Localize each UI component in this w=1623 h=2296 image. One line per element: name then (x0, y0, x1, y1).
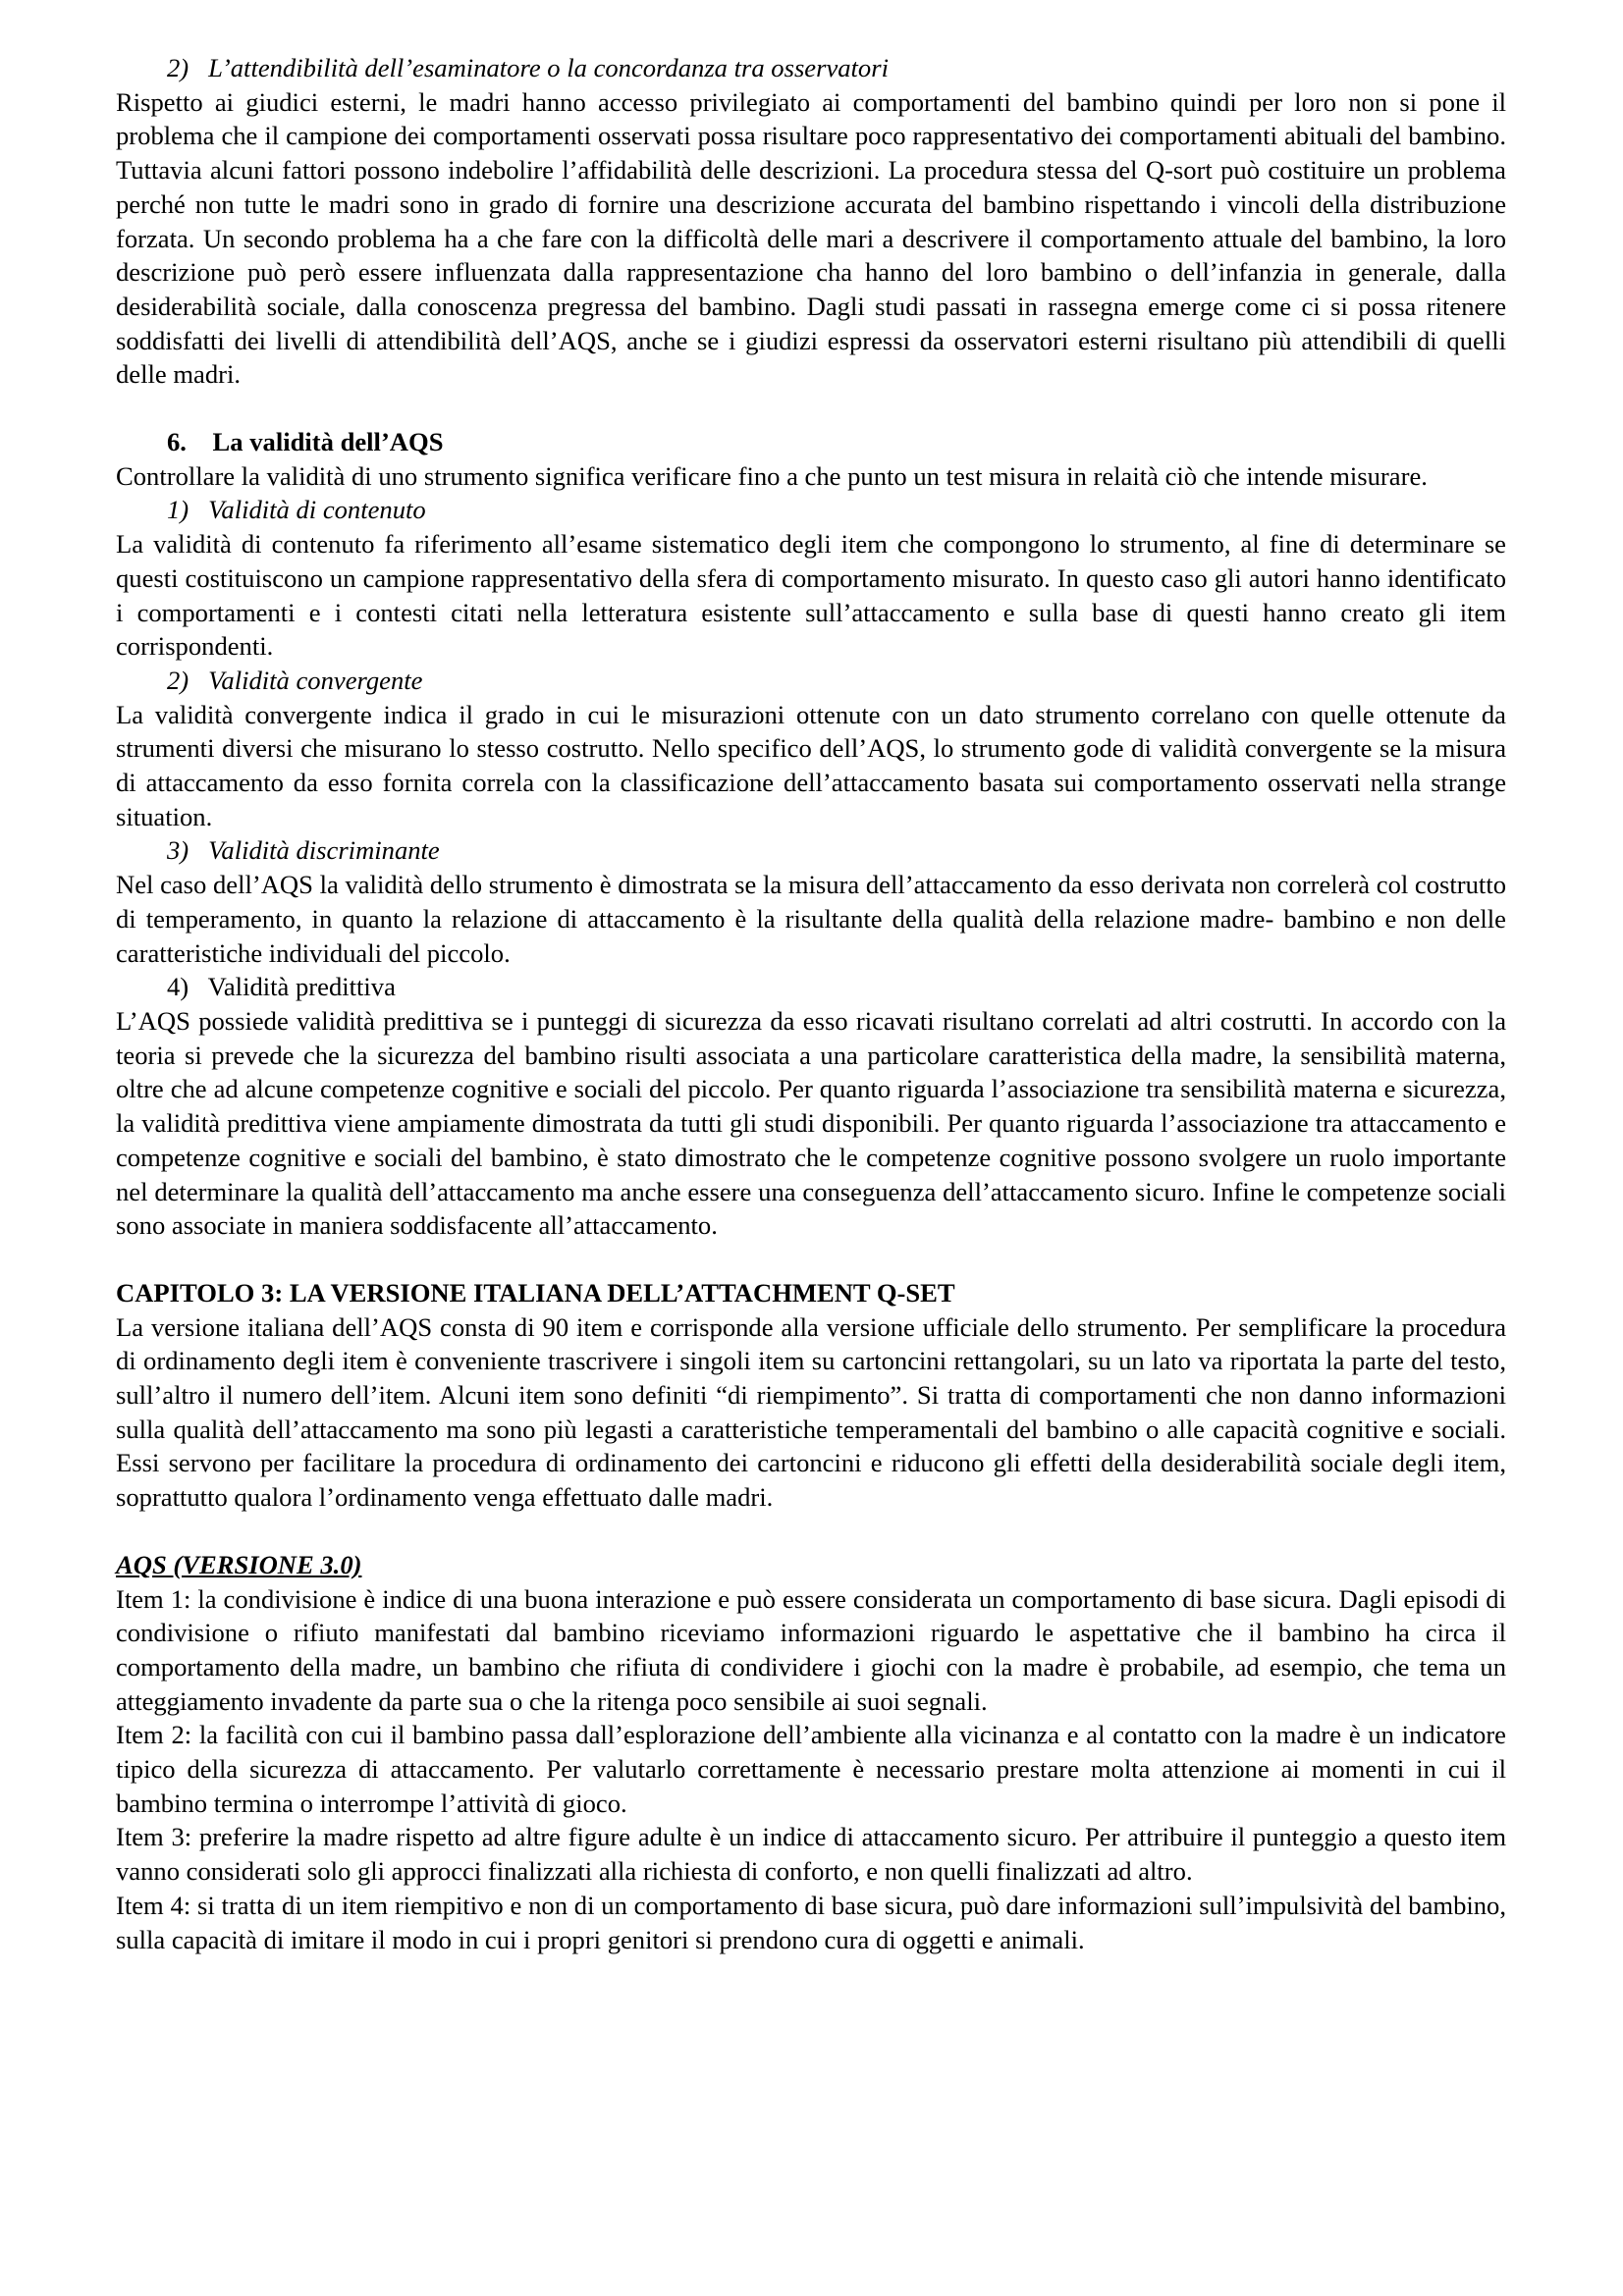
paragraph-attendibilita: Rispetto ai giudici esterni, le madri hanno accesso privilegiato ai comportamenti del bambino quindi per loro non si pone il problema che il campione dei comportamenti osservati possa risultare poco rappresentativo dei comportamenti abituali del bambino. Tuttavia alcuni fattori possono indebolire l’affidabilità delle descrizioni. La procedura stessa del Q-sort può costituire un problema perché non tutte le madri sono in grado di fornire una descrizione accurata del bambino rispettando i vincoli della distribuzione forzata. Un secondo problema ha a che fare con la difficoltà delle mari a descrivere il comportamento attuale del bambino, la loro descrizione può però essere influenzata dalla rappresentazione cha hanno del loro bambino o dell’infanzia in generale, dalla desiderabilità sociale, dalla conoscenza pregressa del bambino. Dagli studi passati in rassegna emerge come ci si possa ritenere soddisfatti dei livelli di attendibilità dell’AQS, anche se i giudizi espressi da osservatori esterni risultano più attendibili di quelli delle madri. (116, 86, 1506, 390)
subsection-heading-discriminante: 3) Validità discriminante (167, 835, 440, 866)
subsection-heading-convergente: 2) Validità convergente (167, 665, 423, 695)
subsection-heading-contenuto: 1) Validità di contenuto (167, 495, 426, 525)
aqs-item-2: Item 2: la facilità con cui il bambino passa dall’esplorazione dell’ambiente alla vicinanza e al contatto con la madre è un indicatore tipico della sicurezza di attaccamento. Per valutarlo correttamente è necessario prestare molta attenzione ai momenti in cui il bambino termina o interrompe l’attività di gioco. (116, 1720, 1506, 1818)
paragraph-contenuto: La validità di contenuto fa riferimento all’esame sistematico degli item che compongono lo strumento, al fine di determinare se questi costituiscono un campione rappresentativo della sfera di comportamento misurato. In questo caso gli autori hanno identificato i comportamenti e i contesti citati nella letteratura esistente sull’attaccamento e sulla base di questi hanno creato gli item corrispondenti. (116, 529, 1506, 662)
page-content (116, 51, 1506, 1956)
chapter-heading: CAPITOLO 3: LA VERSIONE ITALIANA DELL’ATTACHMENT Q-SET (116, 1277, 955, 1308)
subsection-heading-predittiva: 4) Validità predittiva (167, 972, 396, 1002)
aqs-item-1: Item 1: la condivisione è indice di una buona interazione e può essere considerata un comportamento di base sicura. Dagli episodi di condivisione o rifiuto manifestati dal bambino riceviamo informazioni riguardo le aspettative che il bambino ha circa il comportamento della madre, un bambino che rifiuta di condividere i giochi con la madre è probabile, ad esempio, che tema un atteggiamento invadente da parte sua o che la ritenga poco sensibile ai suoi segnali. (116, 1583, 1506, 1716)
paragraph-validita-intro: Controllare la validità di uno strumento significa verificare fino a che punto un test misura in relaità ciò che intende misurare. (116, 460, 1428, 491)
paragraph-discriminante: Nel caso dell’AQS la validità dello strumento è dimostrata se la misura dell’attaccamento da esso derivata non correlerà col costrutto di temperamento, in quanto la relazione di attaccamento è la risultante della qualità della relazione madre- bambino e non delle caratteristiche individuali del piccolo. (116, 870, 1506, 968)
paragraph-predittiva: L’AQS possiede validità predittiva se i punteggi di sicurezza da esso ricavati risultano correlati ad altri costrutti. In accordo con la teoria si prevede che la sicurezza del bambino risulti associata a una particolare caratteristica della madre, la sensibilità materna, oltre che ad alcune competenze cognitive e sociali del piccolo. Per quanto riguarda l’associazione tra sensibilità materna e sicurezza, la validità predittiva viene ampiamente dimostrata da tutti gli studi disponibili. Per quanto riguarda l’associazione tra attaccamento e competenze cognitive e sociali del bambino, è stato dimostrato che le competenze cognitive possono svolgere un ruolo importante nel determinare la qualità dell’attaccamento ma anche essere una conseguenza dell’attaccamento sicuro. Infine le competenze sociali sono associate in maniera soddisfacente all’attaccamento. (116, 1005, 1506, 1241)
paragraph-capitolo3: La versione italiana dell’AQS consta di 90 item e corrisponde alla versione ufficiale dello strumento. Per semplificare la procedura di ordinamento degli item è conveniente trascrivere i singoli item su cartoncini rettangolari, su un lato va riportata la parte del testo, sull’altro il numero dell’item. Alcuni item sono definiti “di riempimento”. Si tratta di comportamenti che non danno informazioni sulla qualità dell’attaccamento ma sono più legasti a caratteristiche temperamentali del bambino o alle capacità cognitive e sociali. Essi servono per facilitare la procedura di ordinamento dei cartoncini e riducono gli effetti della desiderabilità sociale degli item, soprattutto qualora l’ordinamento venga effettuato dalle madri. (116, 1311, 1506, 1513)
aqs-heading: AQS (VERSIONE 3.0) (116, 1549, 362, 1579)
subsection-heading-attendibilita: 2) L’attendibilità dell’esaminatore o la concordanza tra osservatori (167, 53, 889, 82)
section-heading-validita: 6. La validità dell’AQS (167, 427, 444, 457)
paragraph-convergente: La validità convergente indica il grado in cui le misurazioni ottenute con un dato strumento correlano con quelle ottenute da strumenti diversi che misurano lo stesso costrutto. Nello specifico dell’AQS, lo strumento gode di validità convergente se la misura di attaccamento da esso fornita correla con la classificazione dell’attaccamento basata sui comportamento osservati nella strange situation. (116, 699, 1506, 831)
aqs-item-3: Item 3: preferire la madre rispetto ad altre figure adulte è un indice di attaccamento sicuro. Per attribuire il punteggio a questo item vanno considerati solo gli approcci finalizzati alla richiesta di conforto, e non quelli finalizzati ad altro. (116, 1822, 1506, 1887)
aqs-item-4: Item 4: si tratta di un item riempitivo e non di un comportamento di base sicura, può dare informazioni sull’impulsività del bambino, sulla capacità di imitare il modo in cui i propri genitori si prendono cura di oggetti e animali. (116, 1890, 1506, 1954)
